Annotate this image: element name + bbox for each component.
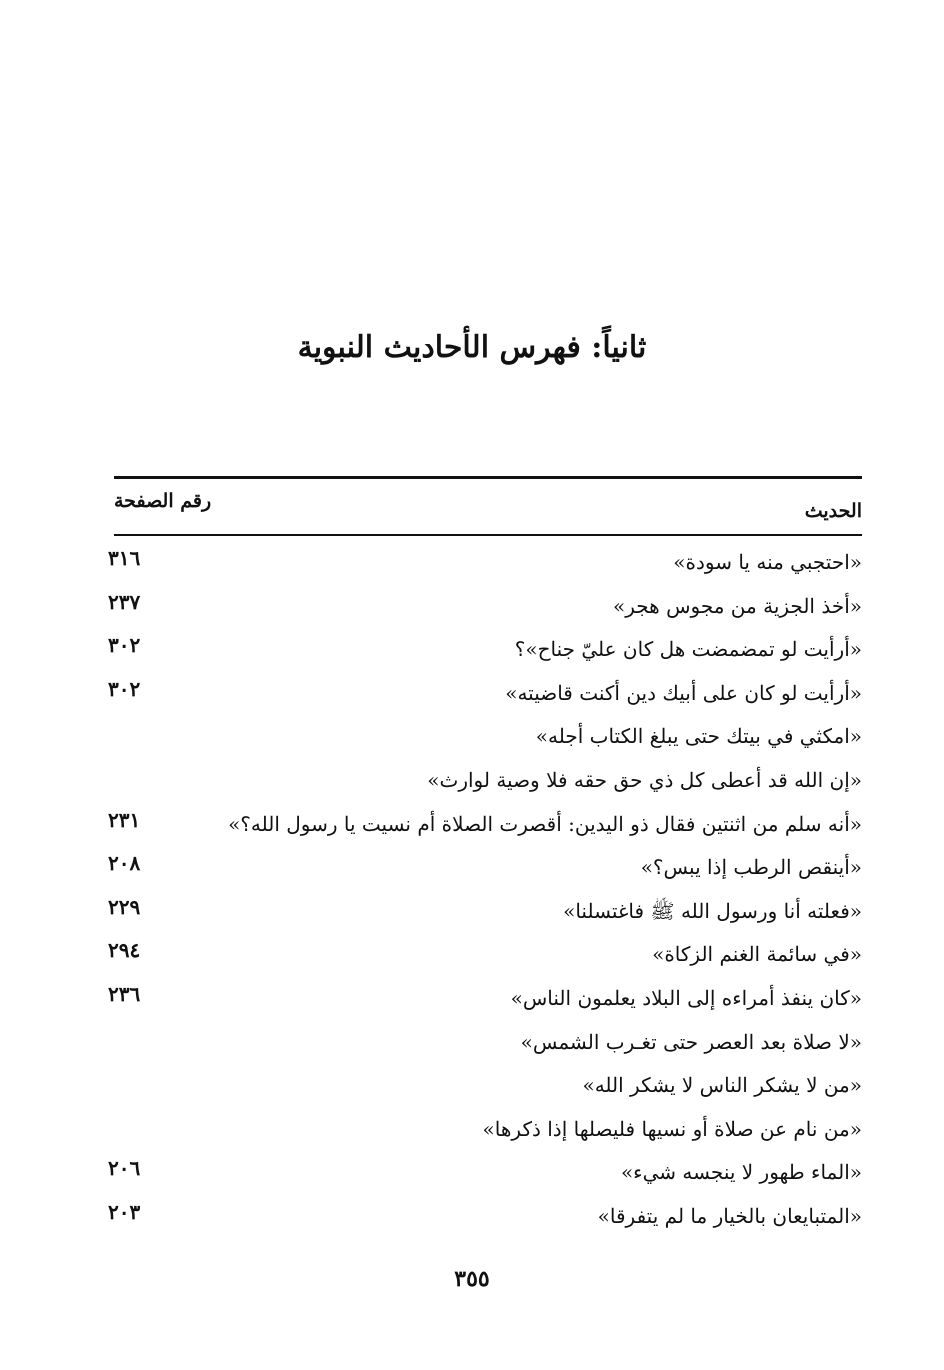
hadith-text: «أينقص الرطب إذا يبس؟» <box>640 855 862 880</box>
hadith-text: «أنه سلم من اثنتين فقال ذو اليدين: أقصرت الصلاة أم نسيت يا رسول الله؟» <box>228 811 862 836</box>
table-header <box>114 488 862 528</box>
table-row <box>100 1150 862 1194</box>
hadith-page: ٣١٦ <box>108 546 141 570</box>
hadith-page: ٢٣٦ <box>108 981 141 1006</box>
table-header-rule <box>114 534 862 536</box>
hadith-text: «إن الله قد أعطى كل ذي حق حقه فلا وصية لوارث» <box>427 767 862 792</box>
table-row <box>100 1020 862 1064</box>
hadith-text: «الماء طهور لا ينجسه شيء» <box>620 1160 862 1185</box>
table-row <box>100 1107 862 1151</box>
table-row <box>100 1063 862 1107</box>
table-row <box>100 627 862 671</box>
hadith-page: ٢٢٩ <box>108 894 141 919</box>
hadith-page: ٢٠٦ <box>108 1156 141 1181</box>
hadith-text: «أرأيت لو كان على أبيك دين أكنت قاضيته» <box>505 680 862 705</box>
hadith-page: ٣٠٢ <box>108 633 141 658</box>
hadith-text: «كان ينفذ أمراءه إلى البلاد يعلمون الناس» <box>510 985 862 1010</box>
hadith-text: «أرأيت لو تمضمضت هل كان عليّ جناح»؟ <box>514 637 862 662</box>
hadith-text: «أخذ الجزية من مجوس هجر» <box>612 593 862 618</box>
header-page-number: رقم الصفحة <box>114 490 212 512</box>
hadith-text: «من نام عن صلاة أو نسيها فليصلها إذا ذكرها» <box>482 1116 862 1141</box>
hadith-page: ٢٩٤ <box>108 938 141 963</box>
hadith-text: «فعلته أنا ورسول الله ﷺ فاغتسلنا» <box>563 898 862 923</box>
hadith-page: ٢٣١ <box>108 807 141 832</box>
table-row <box>100 976 862 1020</box>
table-row <box>100 758 862 802</box>
table-row <box>100 845 862 889</box>
table-row <box>100 584 862 628</box>
hadith-text: «امكثي في بيتك حتى يبلغ الكتاب أجله» <box>535 724 862 749</box>
hadith-text: «لا صلاة بعد العصر حتى تغـرب الشمس» <box>520 1029 862 1054</box>
table-top-rule <box>114 476 862 479</box>
hadith-text: «المتبايعان بالخيار ما لم يتفرقا» <box>597 1203 862 1228</box>
hadith-text: «من لا يشكر الناس لا يشكر الله» <box>582 1073 862 1098</box>
header-hadith: الحديث <box>804 500 862 522</box>
hadith-index-list <box>100 540 862 1238</box>
table-row <box>100 540 862 584</box>
table-row <box>100 802 862 846</box>
table-row <box>100 932 862 976</box>
hadith-text: «في سائمة الغنم الزكاة» <box>652 942 862 967</box>
page-number: ٣٥٥ <box>454 1266 490 1292</box>
table-row <box>100 671 862 715</box>
hadith-page: ٢٣٧ <box>108 589 141 614</box>
hadith-page: ٢٠٣ <box>108 1199 141 1224</box>
hadith-page: ٣٠٢ <box>108 676 141 701</box>
hadith-text: «احتجبي منه يا سودة» <box>673 550 862 574</box>
table-row <box>100 714 862 758</box>
table-row <box>100 1194 862 1238</box>
table-row <box>100 889 862 933</box>
page-title: ثانياً: فهرس الأحاديث النبوية <box>297 330 647 365</box>
hadith-page: ٢٠٨ <box>108 851 141 876</box>
